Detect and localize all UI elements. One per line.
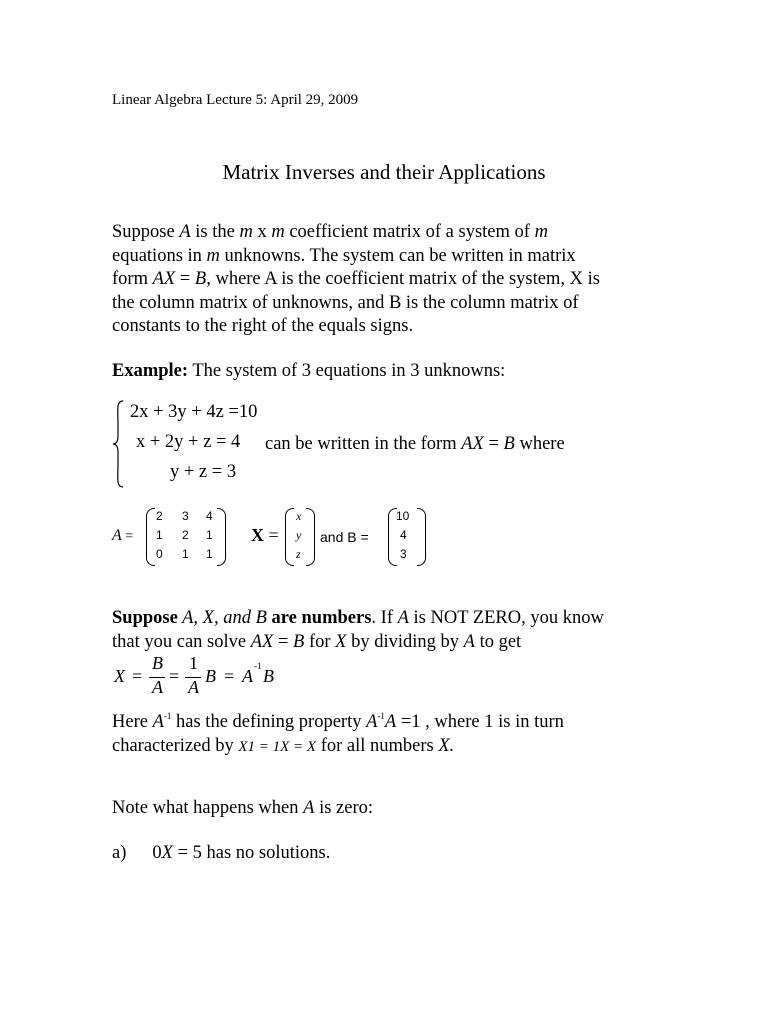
matrix-b-entry: 3 bbox=[400, 547, 407, 561]
matrix-a-right-paren bbox=[217, 508, 226, 566]
example-heading: Example: The system of 3 equations in 3 unknowns: bbox=[112, 361, 506, 381]
equation-3: y + z = 3 bbox=[170, 462, 237, 482]
matrix-x bbox=[285, 508, 315, 566]
example-label: Example: bbox=[112, 361, 189, 381]
matrix-b-right-paren bbox=[417, 508, 426, 566]
page-title: Matrix Inverses and their Applications bbox=[222, 160, 546, 184]
suppose-paragraph: Suppose A, X, and B are numbers. If A is NOT ZERO, you know that you can solve AX = B for X by dividing by A to get bbox=[112, 608, 604, 652]
lecture-header: Linear Algebra Lecture 5: April 29, 2009 bbox=[112, 92, 359, 108]
matrix-b-label: and B = bbox=[320, 529, 369, 545]
matrix-b-entry: 4 bbox=[400, 528, 407, 542]
matrix-b-entry: 10 bbox=[396, 509, 410, 523]
matrix-x-entry: x bbox=[296, 509, 302, 523]
equation-1: 2x + 3y + 4z =10 bbox=[130, 402, 258, 422]
matrix-a-label: A = bbox=[112, 527, 134, 544]
matrix-x-entry: y bbox=[296, 528, 302, 542]
matrix-a-left-paren bbox=[146, 508, 155, 566]
intro-paragraph: Suppose A is the m x m coefficient matrix of a system of m equations in m unknowns. The system can be written in matrix form AX = B, where A is the coefficient matrix of the system, X is the column matrix of unknowns, and B is the column matrix of constants to the right of the equals signs. bbox=[112, 222, 600, 336]
matrix-x-entry: z bbox=[296, 547, 301, 561]
note-line: Note what happens when A is zero: bbox=[112, 798, 373, 818]
matrix-x-right-paren bbox=[306, 508, 315, 566]
example-form-text: can be written in the form AX = B where bbox=[265, 434, 565, 454]
matrix-x-label: X = bbox=[251, 525, 279, 545]
matrix-b bbox=[388, 508, 426, 566]
matrix-a: 2 3 4 1 2 1 0 1 1 bbox=[146, 508, 226, 566]
item-a-label: a) bbox=[112, 843, 127, 863]
item-a: a) 0X = 5 has no solutions. bbox=[112, 843, 331, 863]
here-paragraph: Here $A^{-1}$ has the defining property $A^{-1}A =1$ , where 1 is in turn characterized by X1 = 1X = X for all numbers X. bbox=[112, 711, 564, 756]
equation-2: x + 2y + z = 4 bbox=[136, 432, 241, 452]
matrix-x-left-paren bbox=[285, 508, 294, 566]
system-brace bbox=[112, 400, 124, 488]
